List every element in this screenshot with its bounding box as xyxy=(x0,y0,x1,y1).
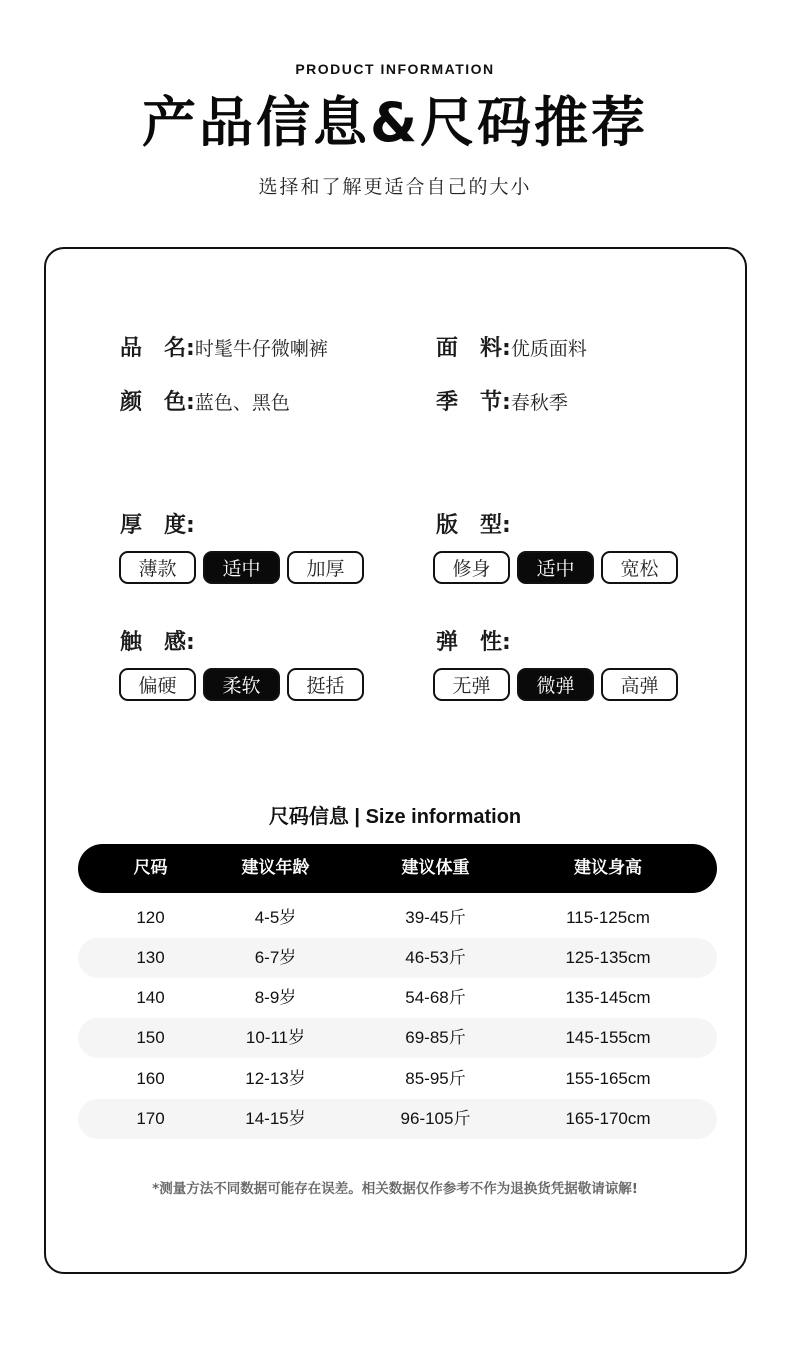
thickness-options xyxy=(119,551,364,584)
cell-age: 4-5岁 xyxy=(254,908,297,927)
column-header-weight: 建议体重 xyxy=(401,858,470,878)
cell-height: 125-135cm xyxy=(565,948,651,967)
cell-height: 145-155cm xyxy=(565,1028,651,1047)
fit-title: 版 型: xyxy=(436,513,511,538)
page-subtitle: 选择和了解更适合自己的大小 xyxy=(258,176,532,198)
cell-height: 155-165cm xyxy=(565,1069,651,1088)
elasticity-options xyxy=(433,668,678,701)
info-color-value: 蓝色、黑色 xyxy=(194,392,290,414)
feel-option-crisp: 挺括 xyxy=(287,668,364,701)
cell-weight: 54-68斤 xyxy=(405,988,466,1007)
fit-option-slim: 修身 xyxy=(433,551,510,584)
disclaimer-note: *测量方法不同数据可能存在误差。相关数据仅作参考不作为退换货凭据敬请谅解! xyxy=(152,1181,638,1197)
info-fabric-key: 面 料: xyxy=(436,336,511,361)
table-row xyxy=(78,1099,717,1139)
cell-height: 135-145cm xyxy=(565,988,651,1007)
cell-age: 12-13岁 xyxy=(245,1069,306,1088)
size-table-header xyxy=(78,844,717,893)
fit-option-loose: 宽松 xyxy=(601,551,678,584)
fit-option-regular: 适中 xyxy=(517,551,594,584)
thickness-option-thick: 加厚 xyxy=(287,551,364,584)
info-name-value: 时髦牛仔微喇裤 xyxy=(194,338,328,360)
cell-size: 130 xyxy=(136,948,165,967)
table-row xyxy=(78,1059,717,1099)
cell-weight: 85-95斤 xyxy=(405,1069,466,1088)
cell-weight: 39-45斤 xyxy=(405,908,466,927)
column-header-height: 建议身高 xyxy=(574,858,642,878)
table-row xyxy=(78,978,717,1018)
info-name-key: 品 名: xyxy=(120,336,195,361)
feel-option-soft: 柔软 xyxy=(203,668,280,701)
cell-size: 160 xyxy=(136,1069,165,1088)
feel-title: 触 感: xyxy=(120,630,195,655)
cell-age: 10-11岁 xyxy=(245,1028,306,1047)
info-color xyxy=(120,388,290,417)
cell-weight: 46-53斤 xyxy=(405,948,466,967)
info-name xyxy=(120,334,328,363)
info-season xyxy=(436,388,568,417)
thickness-title: 厚 度: xyxy=(120,513,195,538)
cell-size: 170 xyxy=(136,1109,165,1128)
elasticity-option-high: 高弹 xyxy=(601,668,678,701)
table-row xyxy=(78,938,717,978)
cell-weight: 69-85斤 xyxy=(405,1028,466,1047)
column-header-size: 尺码 xyxy=(133,858,168,878)
thickness-option-medium: 适中 xyxy=(203,551,280,584)
cell-age: 8-9岁 xyxy=(254,988,297,1007)
feel-options xyxy=(119,668,364,701)
table-row xyxy=(78,1018,717,1058)
page-title: 产品信息&尺码推荐 xyxy=(141,91,649,154)
cell-height: 115-125cm xyxy=(566,908,650,927)
eyebrow-label: PRODUCT INFORMATION xyxy=(295,61,495,77)
cell-age: 6-7岁 xyxy=(254,948,297,967)
feel-option-stiff: 偏硬 xyxy=(119,668,196,701)
cell-weight: 96-105斤 xyxy=(400,1109,471,1128)
cell-size: 120 xyxy=(136,908,165,927)
info-season-value: 春秋季 xyxy=(510,392,568,414)
info-color-key: 颜 色: xyxy=(120,390,195,415)
cell-height: 165-170cm xyxy=(565,1109,651,1128)
cell-size: 140 xyxy=(136,988,165,1007)
thickness-option-thin: 薄款 xyxy=(119,551,196,584)
size-table-heading: 尺码信息 | Size information xyxy=(268,806,522,828)
info-fabric-value: 优质面料 xyxy=(510,338,587,360)
info-season-key: 季 节: xyxy=(436,390,511,415)
cell-age: 14-15岁 xyxy=(245,1109,306,1128)
elasticity-option-slight: 微弹 xyxy=(517,668,594,701)
column-header-age: 建议年龄 xyxy=(241,858,310,878)
table-row xyxy=(78,898,717,938)
cell-size: 150 xyxy=(136,1028,165,1047)
info-fabric xyxy=(436,334,587,363)
elasticity-title: 弹 性: xyxy=(436,630,511,655)
elasticity-option-none: 无弹 xyxy=(433,668,510,701)
fit-options xyxy=(433,551,678,584)
